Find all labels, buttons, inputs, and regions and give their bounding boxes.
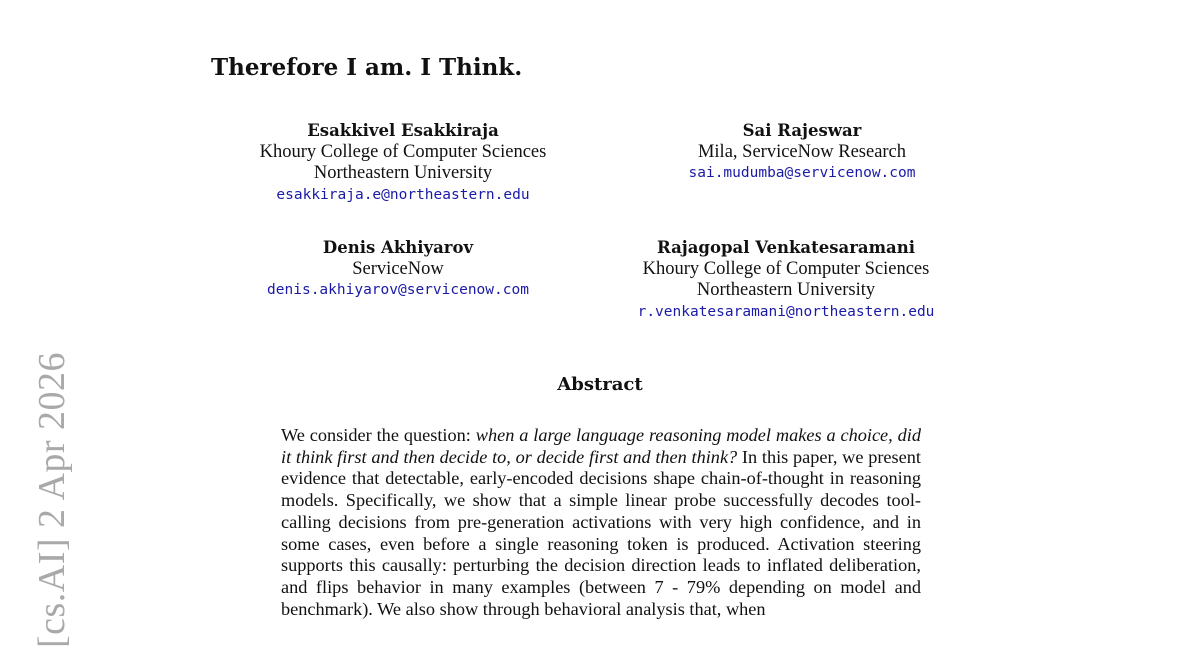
author-affiliation: Northeastern University [696,280,876,300]
author-name: Rajagopal Venkatesaramani [656,238,916,257]
author-block-3 [198,237,598,302]
abstract-body: In this paper, we present evidence that detectable, early-encoded decisions shape chain-of-thought in reasoning models. Specifically, we show that a simple linear probe successfully decodes tool-calling decisions from pre-generation activations with very high confidence, and in some cases, even before a single reasoning token is produced. Activation steering supports this causally: perturbing the decision direction leads to inflated deliberation, and flips behavior in many examples (between 7 - 79% depending on model and benchmark). We also show through behavioral analysis that, when [281,446,921,619]
author-block-4 [586,237,986,323]
author-block-1 [203,120,603,206]
paper-title: Therefore I am. I Think. [211,54,523,81]
abstract-heading: Abstract [557,374,643,395]
author-affiliation: Mila, ServiceNow Research [697,141,907,162]
author-affiliation: Northeastern University [313,163,493,183]
author-name: Sai Rajeswar [742,121,862,140]
abstract-question: when a large language reasoning model makes a choice, did it think first and then decide to, or decide first and then think? [281,425,921,467]
abstract-lead: We consider the question: [281,425,476,445]
author-name: Denis Akhiyarov [322,238,474,257]
author-block-2 [602,120,1002,185]
author-email[interactable]: r.venkatesaramani@northeastern.edu [637,303,935,320]
abstract-text [281,425,921,620]
author-email[interactable]: denis.akhiyarov@servicenow.com [267,282,529,298]
arxiv-stamp: [cs.AI] 2 Apr 2026 [31,351,73,648]
author-affiliation: ServiceNow [352,258,444,279]
author-email[interactable]: sai.mudumba@servicenow.com [688,165,916,181]
author-email[interactable]: esakkiraja.e@northeastern.edu [276,186,530,203]
author-affiliation: Khoury College of Computer Sciences [642,258,930,279]
author-affiliation: Khoury College of Computer Sciences [259,141,547,162]
author-name: Esakkivel Esakkiraja [307,121,499,140]
